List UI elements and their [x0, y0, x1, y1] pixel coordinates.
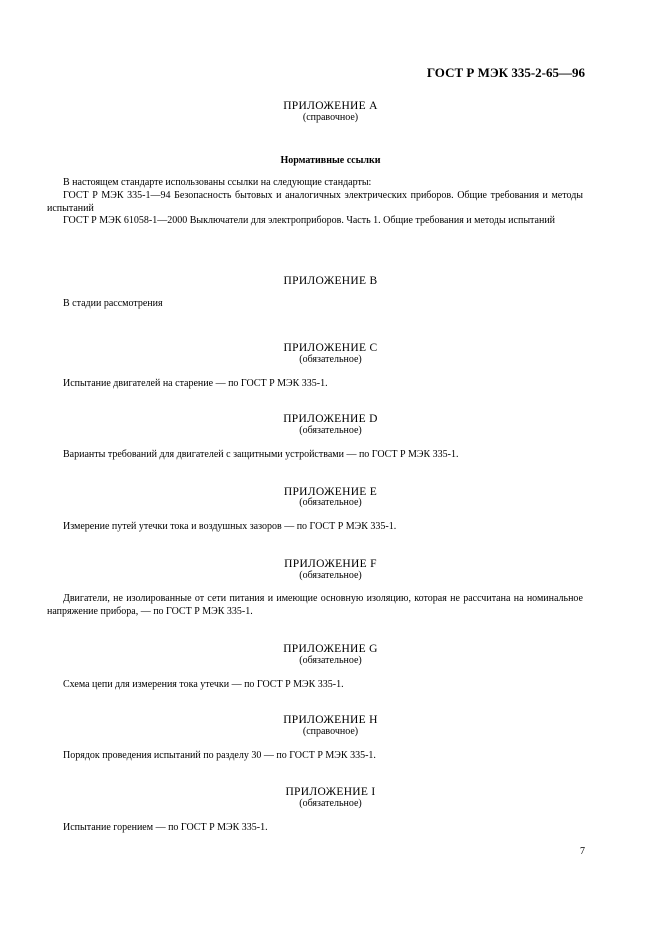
references-intro: В настоящем стандарте использованы ссылки на следующие стандарты: [63, 177, 372, 188]
appendix-a-title: ПРИЛОЖЕНИЕ А [283, 100, 378, 112]
appendix-c-title: ПРИЛОЖЕНИЕ С [283, 342, 378, 354]
appendix-i-title: ПРИЛОЖЕНИЕ I [285, 786, 376, 798]
appendix-f-type: (обязательное) [299, 570, 362, 581]
reference-gost-61058-1: ГОСТ Р МЭК 61058-1—2000 Выключатели для электроприборов. Часть 1. Общие требования и методы испытаний [63, 215, 556, 226]
reference-gost-335-1: ГОСТ Р МЭК 335-1—94 Безопасность бытовых и аналогичных электрических приборов. Общие требования и методы испытаний [47, 190, 583, 214]
appendix-g-title: ПРИЛОЖЕНИЕ G [283, 643, 378, 655]
page-number: 7 [580, 846, 585, 857]
appendix-b-text: В стадии рассмотрения [63, 298, 163, 309]
appendix-h-type: (справочное) [302, 726, 359, 737]
appendix-h-text: Порядок проведения испытаний по разделу 30 — по ГОСТ Р МЭК 335-1. [63, 750, 376, 761]
appendix-c-type: (обязательное) [299, 354, 362, 365]
appendix-c-text: Испытание двигателей на старение — по ГОСТ Р МЭК 335-1. [63, 378, 328, 389]
appendix-e-text: Измерение путей утечки тока и воздушных зазоров — по ГОСТ Р МЭК 335-1. [63, 521, 397, 532]
appendix-d-title: ПРИЛОЖЕНИЕ D [283, 413, 378, 425]
appendix-e-type: (обязательное) [299, 497, 362, 508]
appendix-i-text: Испытание горением — по ГОСТ Р МЭК 335-1. [63, 822, 268, 833]
document-code-header: ГОСТ Р МЭК 335-2-65—96 [426, 65, 585, 80]
appendix-g-type: (обязательное) [299, 655, 362, 666]
normative-references-heading: Нормативные ссылки [280, 155, 381, 166]
appendix-f-title: ПРИЛОЖЕНИЕ F [284, 558, 377, 570]
appendix-a-type: (справочное) [302, 112, 359, 123]
appendix-b-title: ПРИЛОЖЕНИЕ В [283, 275, 378, 287]
appendix-h-title: ПРИЛОЖЕНИЕ Н [283, 714, 378, 726]
appendix-f-text: Двигатели, не изолированные от сети питания и имеющие основную изоляцию, которая не рассчитана на номинальное напряжение прибора, — по ГОСТ Р МЭК 335-1. [47, 593, 583, 617]
appendix-d-type: (обязательное) [299, 425, 362, 436]
appendix-e-title: ПРИЛОЖЕНИЕ Е [283, 486, 378, 498]
appendix-i-type: (обязательное) [299, 798, 362, 809]
appendix-d-text: Варианты требований для двигателей с защитными устройствами — по ГОСТ Р МЭК 335-1. [63, 449, 459, 460]
appendix-g-text: Схема цепи для измерения тока утечки — по ГОСТ Р МЭК 335-1. [63, 679, 344, 690]
